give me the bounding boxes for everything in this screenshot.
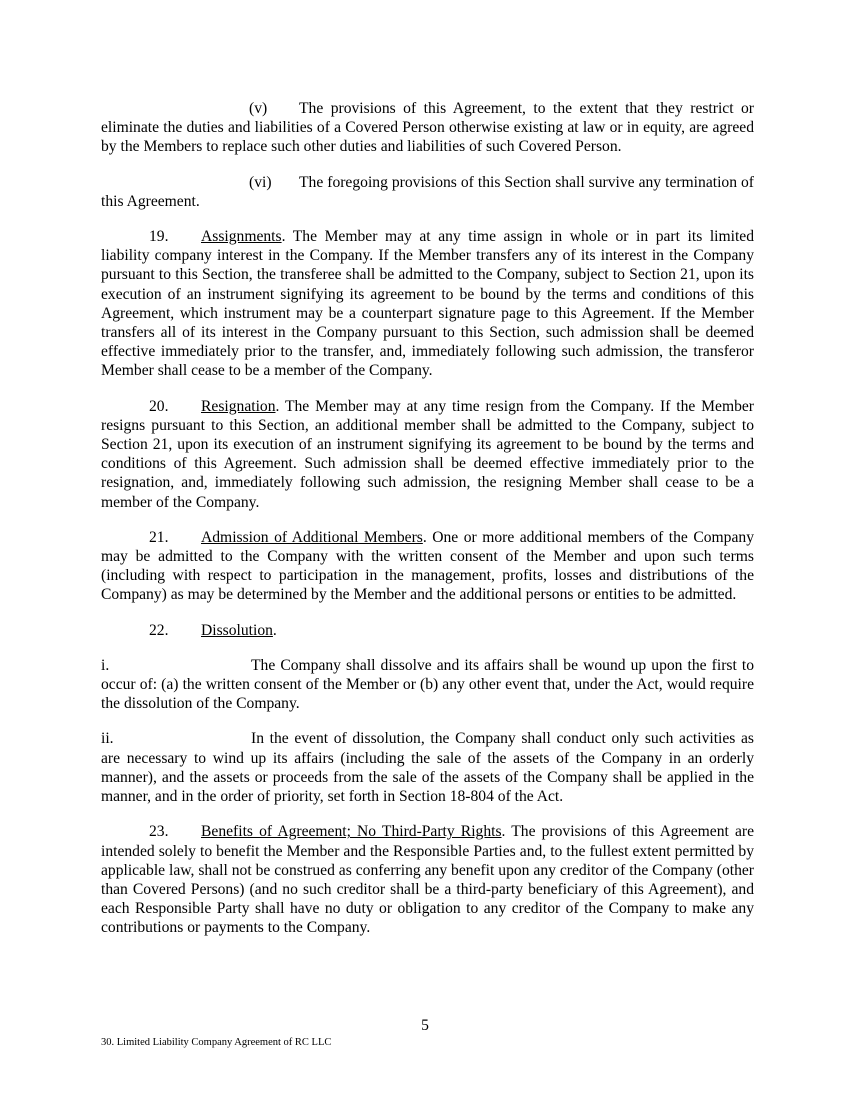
section-20 [101, 397, 754, 512]
section-22 [101, 621, 754, 640]
section-19-heading: Assignments [201, 228, 282, 246]
section-21-number: 21. [149, 528, 169, 546]
footer-document-title: 30. Limited Liability Company Agreement of RC LLC [101, 1037, 332, 1048]
paragraph-vi-label: (vi) [249, 173, 272, 191]
section-20-heading: Resignation [201, 397, 276, 415]
section-19-text: . The Member may at any time assign in whole or in part its limited liability company interest in the Company. If the Member transfers any of its interest in the Company pursuant to this Section, the transferee shall be admitted to the Company, subject to Section 21, upon its execution of an instrument signifying its agreement to be bound by the terms and conditions of this Agreement, which instrument may be a counterpart signature page to this Agreement. If the Member transfers all of its interest in the Company pursuant to this Section, such admission shall be deemed effective immediately prior to the transfer, and, immediately following such admission, the transferor Member shall cease to be a member of the Company. [101, 228, 754, 380]
section-22-i [101, 656, 754, 714]
paragraph-v-label: (v) [249, 100, 268, 117]
section-21 [101, 528, 754, 605]
section-22-number: 22. [149, 621, 169, 639]
paragraph-v [101, 99, 754, 157]
section-23-text: . The provisions of this Agreement are intended solely to benefit the Member and the Responsible Parties and, to the fullest extent permitted by applicable law, shall not be construed as conferring any benefit upon any creditor of the Company (other than Covered Persons) (and no such creditor shall be a third-party beneficiary of this Agreement), and each Responsible Party shall have no duty or obligation to any creditor of the Company to make any contributions or payments to the Company. [101, 823, 755, 937]
section-20-number: 20. [149, 397, 169, 415]
section-22-ii-label: ii. [101, 730, 114, 748]
section-23-heading: Benefits of Agreement; No Third-Party Rights [201, 823, 502, 841]
section-22-text: . [272, 621, 277, 639]
page-number: 5 [421, 1017, 429, 1034]
paragraph-vi-text: The foregoing provisions of this Section shall survive any termination of this Agreement. [101, 173, 754, 210]
section-22-ii-text: In the event of dissolution, the Company shall conduct only such activities as are necessary to wind up its affairs (including the sale of the assets of the Company in an orderly manner), and the assets or proceeds from the sale of the assets of the Company shall be applied in the manner, and in the order of priority, set forth in Section 18-804 of the Act. [101, 730, 754, 806]
section-20-text: . The Member may at any time resign from the Company. If the Member resigns pursuant to this Section, an additional member shall be admitted to the Company, subject to Section 21, upon its execution of an instrument signifying its agreement to be bound by the terms and conditions of this Agreement. Such admission shall be deemed effective immediately prior to the resignation, and, immediately following such admission, the resigning Member shall cease to be a member of the Company. [101, 397, 754, 511]
section-19 [101, 227, 754, 381]
paragraph-v-text: The provisions of this Agreement, to the extent that they restrict or eliminate the duties and liabilities of a Covered Person otherwise existing at law or in equity, are agreed by the Members to replace such other duties and liabilities of such Covered Person. [101, 100, 754, 156]
document-body [101, 99, 754, 954]
section-22-ii [101, 729, 754, 806]
section-21-text: . One or more additional members of the Company may be admitted to the Company with the written consent of the Member and upon such terms (including with respect to participation in the management, profits, losses and distributions of the Company) as may be determined by the Member and the additional persons or entities to be admitted. [101, 528, 754, 604]
section-22-i-text: The Company shall dissolve and its affairs shall be wound up upon the first to occur of: (a) the written consent of the Member or (b) any other event that, under the Act, would require the dissolution of the Company. [101, 656, 754, 713]
section-23 [101, 822, 754, 937]
section-22-heading: Dissolution [201, 621, 273, 639]
section-22-i-label: i. [101, 656, 110, 674]
section-23-number: 23. [149, 823, 169, 841]
section-21-heading: Admission of Additional Members [201, 528, 423, 546]
section-19-number: 19. [149, 228, 169, 246]
paragraph-vi [101, 173, 754, 211]
